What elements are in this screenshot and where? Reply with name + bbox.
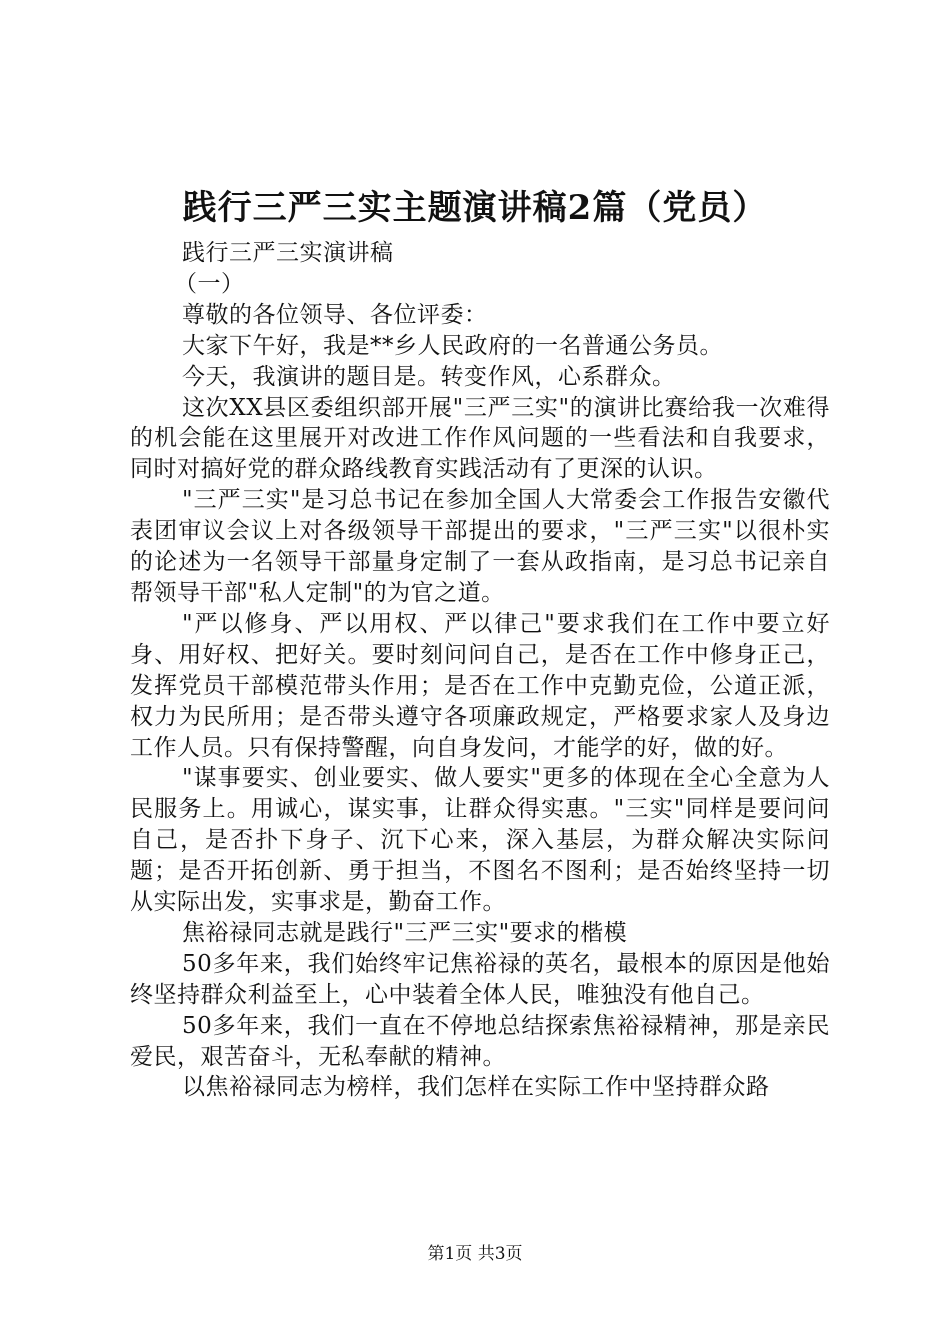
page-footer: 第1页 共3页 [427,1244,523,1264]
document-body [130,238,830,1103]
paragraph: 以焦裕禄同志为榜样，我们怎样在实际工作中坚持群众路 [182,1074,770,1101]
paragraph: "三严三实"是习总书记在参加全国人大常委会工作报告安徽代表团审议会议上对各级领导干部提出的要求，"三严三实"以很朴实的论述为一名领导干部量身定制了一套从政指南，是习总书记亲自帮领导干部"私人定制"的为官之道。 [130,487,830,606]
paragraph: 今天，我演讲的题目是。转变作风，心系群众。 [182,363,676,390]
paragraph: 这次XX县区委组织部开展"三严三实"的演讲比赛给我一次难得的机会能在这里展开对改进工作作风问题的一些看法和自我要求，同时对搞好党的群众路线教育实践活动有了更深的认识。 [130,394,830,483]
subtitle: 践行三严三实演讲稿 [182,240,394,266]
paragraph: "严以修身、严以用权、严以律己"要求我们在工作中要立好身、用好权、把好关。要时刻问问自己，是否在工作中修身正己，发挥党员干部模范带头作用；是否在工作中克勤克俭，公道正派，权力为民所用；是否带头遵守各项廉政规定，严格要求家人及身边工作人员。只有保持警醒，向自身发问，才能学的好，做的好。 [130,610,830,761]
document-title: 践行三严三实主题演讲稿2篇（党员） [182,188,768,228]
paragraph: "谋事要实、创业要实、做人要实"更多的体现在全心全意为人民服务上。用诚心，谋实事，让群众得实惠。"三实"同样是要问问自己，是否扑下身子、沉下心来，深入基层，为群众解决实际问题；是否开拓创新、勇于担当，不图名不图利；是否始终坚持一切从实际出发，实事求是，勤奋工作。 [130,765,830,916]
section-number: （一） [174,270,245,297]
paragraph: 焦裕禄同志就是践行"三严三实"要求的楷模 [182,919,628,946]
paragraph: 大家下午好，我是**乡人民政府的一名普通公务员。 [182,332,723,359]
salutation: 尊敬的各位领导、各位评委： [182,301,488,328]
paragraph: 50多年来，我们一直在不停地总结探索焦裕禄精神，那是亲民爱民，艰苦奋斗，无私奉献的精神。 [130,1012,830,1070]
paragraph: 50多年来，我们始终牢记焦裕禄的英名，最根本的原因是他始终坚持群众利益至上，心中装着全体人民，唯独没有他自己。 [130,950,830,1008]
